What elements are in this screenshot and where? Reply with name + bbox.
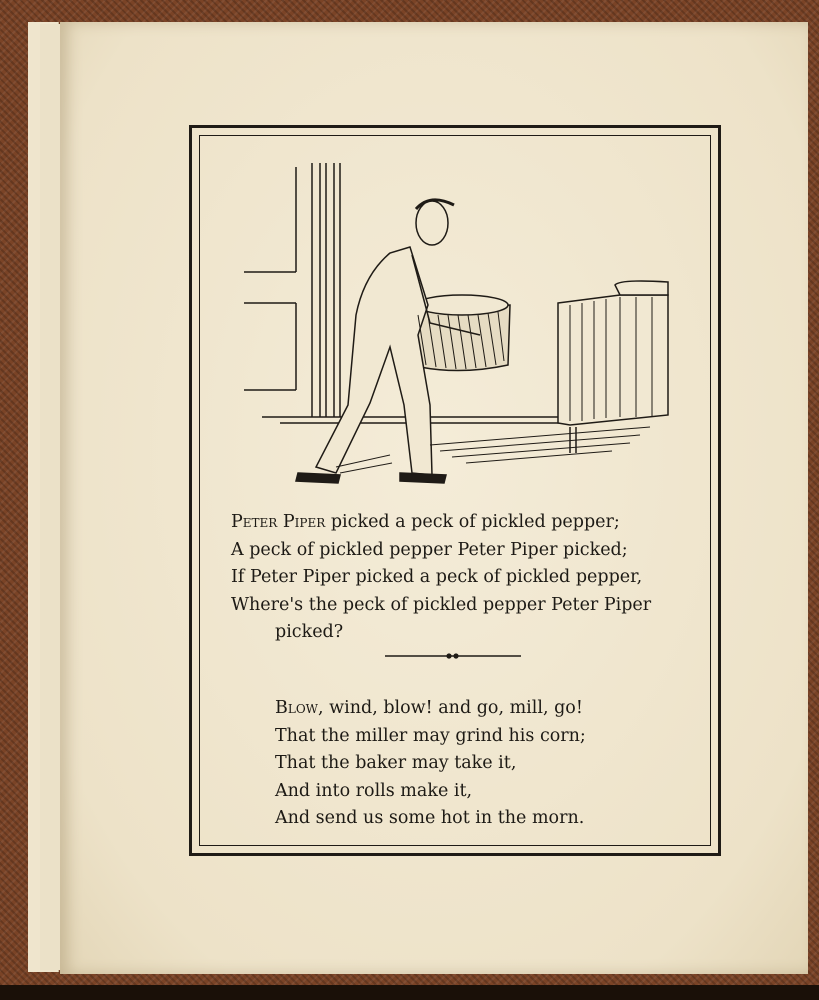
verse-line: picked? — [275, 622, 344, 642]
verse-line: Where's the peck of pickled pepper Peter Piper — [231, 594, 652, 615]
verse-line: And into rolls make it, — [275, 780, 473, 801]
verse-line — [231, 509, 651, 537]
verse-line: That the miller may grind his corn; — [275, 725, 586, 746]
verse-line-text: picked a peck of pickled pepper; — [330, 512, 620, 532]
verse-line-text: wind, blow! and go, mill, go! — [329, 698, 583, 718]
verse-line — [275, 695, 586, 723]
verse-line: A peck of pickled pepper Peter Piper picked; — [231, 539, 628, 560]
verse-blow-wind — [275, 695, 586, 833]
verse-lead: Peter Piper — [231, 512, 326, 532]
peter-piper-illustration — [240, 155, 680, 495]
verse-peter-piper — [231, 509, 651, 647]
verse-line: If Peter Piper picked a peck of pickled pepper, — [231, 567, 643, 587]
verse-lead: Blow, — [275, 698, 324, 718]
verse-line: That the baker may take it, — [275, 753, 517, 773]
verse-line: And send us some hot in the morn. — [275, 808, 585, 828]
ornamental-divider — [385, 650, 521, 662]
